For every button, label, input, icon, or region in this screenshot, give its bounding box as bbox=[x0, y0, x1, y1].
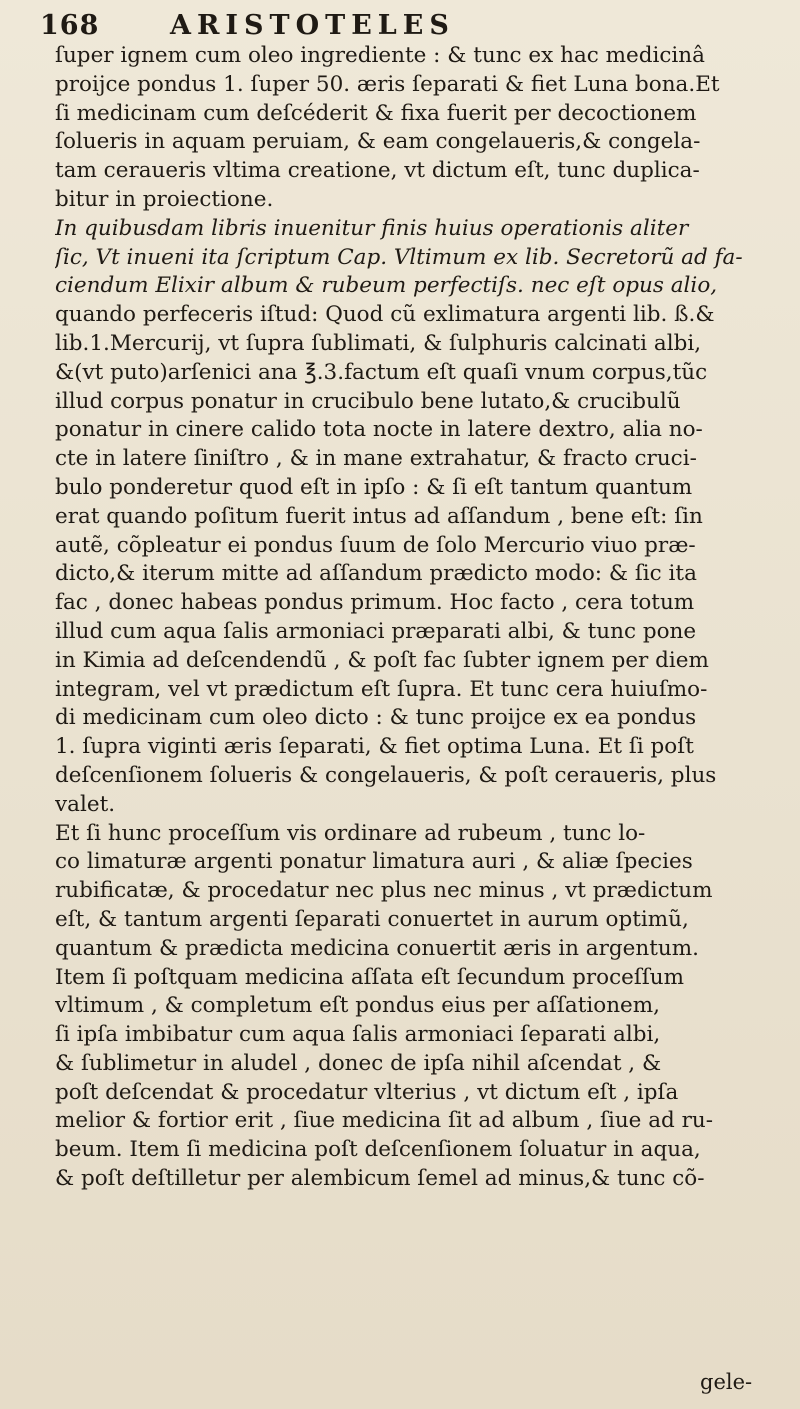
text-line: vltimum , & completum eſt pondus eius per aſſationem, bbox=[55, 993, 660, 1019]
page-number: 168 bbox=[40, 10, 100, 41]
text-line: illud cum aqua ſalis armoniaci præparati albi, & tunc pone bbox=[55, 618, 697, 644]
text-line: & ſublimetur in aludel , donec de ipſa nihil aſcendat , & bbox=[55, 1050, 662, 1076]
text-line: ſuper ignem cum oleo ingrediente : & tunc ex hac medicinâ bbox=[55, 43, 705, 68]
text-line: valet. bbox=[55, 791, 116, 817]
text-line: dicto,& iterum mitte ad aſſandum prædicto modo: & ſic ita bbox=[55, 561, 697, 587]
text-line: di medicinam cum oleo dicto : & tunc proijce ex ea pondus bbox=[55, 705, 697, 731]
text-line: ſi ipſa imbibatur cum aqua ſalis armoniaci ſeparati albi, bbox=[55, 1022, 661, 1048]
text-line: tam ceraueris vltima creatione, vt dictum eſt, tunc duplica- bbox=[55, 158, 700, 184]
text-line: bitur in proiectione. bbox=[55, 186, 274, 212]
text-line: melior & fortior erit , ſiue medicina ſit ad album , ſiue ad ru- bbox=[55, 1108, 714, 1134]
text-line: quando perfeceris iſtud: Quod cũ exlimatura argenti lib. ß.& bbox=[55, 302, 715, 328]
running-title: ARISTOTELES bbox=[170, 10, 455, 41]
text-line: ſic, Vt inueni ita ſcriptum Cap. Vltimum ex lib. Secretorũ ad fa- bbox=[55, 244, 743, 270]
text-line: ſolueris in aquam peruiam, & eam congelaueris,& congela- bbox=[55, 129, 701, 155]
text-line: lib.1.Mercurij, vt ſupra ſublimati, & ſulphuris calcinati albi, bbox=[55, 330, 702, 356]
text-line: in Kimia ad deſcendendũ , & poſt fac ſubter ignem per diem bbox=[55, 647, 709, 673]
text-line: co limaturæ argenti ponatur limatura auri , & aliæ ſpecies bbox=[55, 849, 693, 875]
text-line: beum. Item ſi medicina poſt deſcenſionem ſoluatur in aqua, bbox=[55, 1137, 701, 1163]
text-line: ſi medicinam cum deſcéderit & fixa fuerit per decoctionem bbox=[55, 100, 697, 126]
text-line: integram, vel vt prædictum eſt ſupra. Et tunc cera huiuſmo- bbox=[55, 676, 708, 702]
text-line: Et ſi hunc proceſſum vis ordinare ad rubeum , tunc lo- bbox=[55, 820, 646, 846]
body-text bbox=[55, 42, 775, 1194]
text-line: & poſt deſtilletur per alembicum ſemel ad minus,& tunc cõ- bbox=[55, 1166, 705, 1192]
text-line: illud corpus ponatur in crucibulo bene lutato,& crucibulũ bbox=[55, 388, 681, 414]
text-line: autẽ, cõpleatur ei pondus ſuum de ſolo Mercurio viuo præ- bbox=[55, 532, 696, 558]
text-line: erat quando poſitum fuerit intus ad aſſandum , bene eſt: ſin bbox=[55, 503, 703, 529]
text-line: 1. ſupra viginti æris ſeparati, & fiet optima Luna. Et ſi poſt bbox=[55, 734, 694, 760]
text-line: Item ſi poſtquam medicina aſſata eſt ſecundum proceſſum bbox=[55, 964, 685, 990]
text-line: rubificatæ, & procedatur nec plus nec minus , vt prædictum bbox=[55, 878, 713, 904]
text-line: quantum & prædicta medicina conuertit æris in argentum. bbox=[55, 935, 699, 961]
catchword: gele- bbox=[700, 1370, 753, 1394]
text-line: ponatur in cinere calido tota nocte in latere dextro, alia no- bbox=[55, 417, 703, 443]
text-line: proijce pondus 1. ſuper 50. æris ſeparati & fiet Luna bona.Et bbox=[55, 71, 720, 97]
text-line: fac , donec habeas pondus primum. Hoc facto , cera totum bbox=[55, 590, 695, 616]
text-line: bulo ponderetur quod eſt in ipſo : & ſi eſt tantum quantum bbox=[55, 474, 693, 500]
text-line: poſt deſcendat & procedatur vlterius , vt dictum eſt , ipſa bbox=[55, 1079, 679, 1105]
text-line: In quibusdam libris inuenitur finis huius operationis aliter bbox=[55, 215, 689, 241]
text-line: &(vt puto)arſenici ana ℥.3.factum eſt quaſi vnum corpus,tũc bbox=[55, 359, 708, 385]
text-line: deſcenſionem ſolueris & congelaueris, & poſt ceraueris, plus bbox=[55, 762, 717, 788]
text-line: ciendum Elixir album & rubeum perfectiſs. nec eſt opus alio, bbox=[55, 273, 718, 299]
text-line: cte in latere ſiniſtro , & in mane extrahatur, & fracto cruci- bbox=[55, 446, 697, 472]
text-line: eſt, & tantum argenti ſeparati conuertet in aurum optimũ, bbox=[55, 906, 689, 932]
